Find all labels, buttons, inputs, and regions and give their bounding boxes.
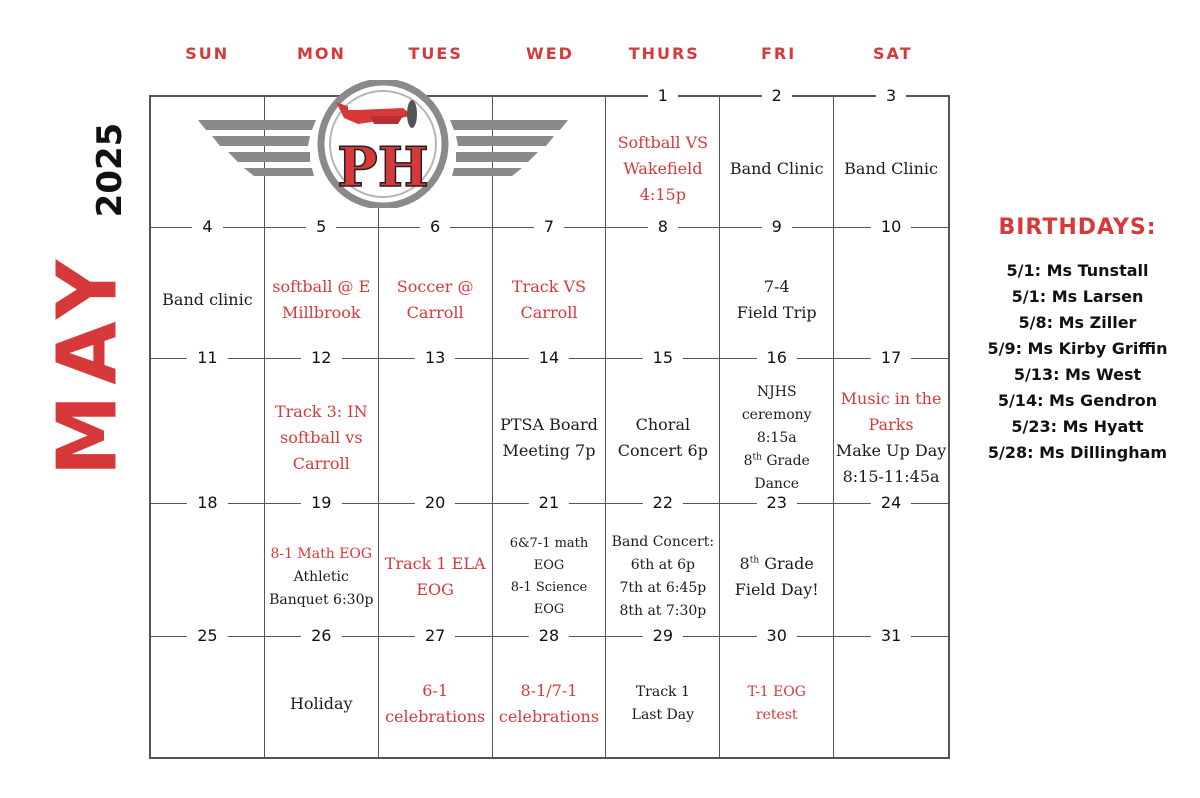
event-text: NJHS bbox=[756, 383, 797, 400]
event-line bbox=[280, 425, 363, 451]
day-cell-17 bbox=[834, 348, 948, 504]
day-cell-11 bbox=[151, 348, 265, 504]
event-text: Track 3: IN bbox=[274, 402, 368, 421]
event-line bbox=[764, 274, 790, 300]
event-text: Concert 6p bbox=[617, 441, 708, 460]
event-line bbox=[385, 704, 485, 730]
event-line bbox=[618, 130, 709, 156]
event-text: Banquet 6:30p bbox=[269, 591, 374, 608]
day-number: 14 bbox=[529, 349, 569, 367]
event-line bbox=[270, 543, 372, 566]
event-text: 8-1 Math EOG bbox=[270, 545, 373, 562]
month-title: MAY bbox=[40, 249, 136, 477]
weekday-sun: SUN bbox=[185, 44, 230, 63]
day-events bbox=[834, 377, 948, 499]
event-line bbox=[618, 438, 708, 464]
day-cell-21 bbox=[493, 493, 607, 637]
day-cell-30 bbox=[720, 626, 834, 757]
day-number: 30 bbox=[757, 627, 797, 645]
day-number: 6 bbox=[420, 218, 450, 236]
event-text: EOG bbox=[416, 580, 454, 599]
weekday-mon: MON bbox=[296, 44, 346, 63]
day-cell-31 bbox=[834, 626, 948, 757]
event-line bbox=[619, 577, 706, 600]
event-text: Field Day! bbox=[734, 580, 819, 599]
day-cell-13 bbox=[379, 348, 493, 504]
day-number: 12 bbox=[301, 349, 341, 367]
day-number: 18 bbox=[187, 494, 227, 512]
event-line bbox=[407, 300, 464, 326]
event-line bbox=[841, 386, 942, 412]
day-cell-5 bbox=[265, 217, 379, 359]
event-line bbox=[521, 678, 578, 704]
day-number: 25 bbox=[187, 627, 227, 645]
day-events bbox=[720, 246, 833, 354]
day-cell-10 bbox=[834, 217, 948, 359]
event-text: 8:15a bbox=[756, 429, 797, 446]
event-text: Make Up Day bbox=[835, 441, 947, 460]
day-events bbox=[493, 377, 606, 499]
event-text: Soccer @ bbox=[396, 277, 474, 296]
day-number: 27 bbox=[415, 627, 455, 645]
event-text: Dance bbox=[754, 475, 800, 492]
event-text: 7-4 bbox=[763, 277, 790, 296]
day-number: 19 bbox=[301, 494, 341, 512]
event-text-rest: Grade bbox=[759, 554, 814, 573]
event-line bbox=[742, 404, 812, 427]
day-events bbox=[493, 522, 606, 632]
birthdays-title: BIRTHDAYS: bbox=[998, 215, 1157, 240]
day-cell-20 bbox=[379, 493, 493, 637]
event-text: Music in the bbox=[840, 389, 942, 408]
event-text: Millbrook bbox=[281, 303, 361, 322]
event-text: Carroll bbox=[520, 303, 578, 322]
event-text: 8 bbox=[739, 554, 750, 573]
event-line bbox=[836, 438, 946, 464]
event-line bbox=[730, 156, 824, 182]
day-number: 10 bbox=[871, 218, 911, 236]
day-cell-1 bbox=[606, 86, 720, 228]
event-line bbox=[500, 412, 598, 438]
day-events bbox=[720, 115, 833, 223]
event-line bbox=[293, 451, 350, 477]
logo-wings-right bbox=[450, 120, 568, 176]
day-number: 31 bbox=[871, 627, 911, 645]
event-line bbox=[843, 464, 940, 490]
event-text: celebrations bbox=[385, 707, 486, 726]
day-events bbox=[265, 377, 378, 499]
event-text: EOG bbox=[533, 558, 565, 573]
day-number: 21 bbox=[529, 494, 569, 512]
day-number: 17 bbox=[871, 349, 911, 367]
day-number: 8 bbox=[648, 218, 678, 236]
event-text: Carroll bbox=[406, 303, 464, 322]
event-text: Band Clinic bbox=[844, 159, 938, 178]
event-line bbox=[416, 577, 454, 603]
day-cell-29 bbox=[606, 626, 720, 757]
weekday-sat: SAT bbox=[873, 44, 913, 63]
day-cell-27 bbox=[379, 626, 493, 757]
event-text: 8-1 Science bbox=[510, 580, 588, 595]
event-line bbox=[290, 691, 353, 717]
day-cell-4 bbox=[151, 217, 265, 359]
event-superscript: th bbox=[749, 555, 760, 566]
event-text: 7th at 6:45p bbox=[619, 580, 707, 596]
logo-text: PH bbox=[337, 135, 429, 199]
event-line bbox=[636, 681, 690, 704]
event-text-rest: Grade bbox=[761, 452, 810, 469]
event-text: PTSA Board bbox=[500, 415, 598, 434]
event-text: Parks bbox=[868, 415, 914, 434]
day-number: 22 bbox=[643, 494, 683, 512]
day-number: 28 bbox=[529, 627, 569, 645]
birthday-item: 5/23: Ms Hyatt bbox=[1011, 417, 1144, 436]
event-line bbox=[735, 577, 819, 603]
day-events bbox=[720, 522, 833, 632]
day-events bbox=[720, 377, 833, 499]
day-number: 2 bbox=[762, 87, 792, 105]
event-text: 8-1/7-1 bbox=[520, 681, 578, 700]
day-cell-22 bbox=[606, 493, 720, 637]
day-cell-3 bbox=[834, 86, 948, 228]
event-line bbox=[619, 600, 706, 623]
event-text: Track 1 bbox=[635, 684, 690, 700]
day-events bbox=[151, 246, 264, 354]
event-text: softball vs bbox=[280, 428, 363, 447]
weekday-thu: THURS bbox=[628, 44, 700, 63]
birthday-item: 5/13: Ms West bbox=[1013, 365, 1142, 384]
event-text: Meeting 7p bbox=[502, 441, 596, 460]
day-cell-24 bbox=[834, 493, 948, 637]
day-cell-7 bbox=[493, 217, 607, 359]
event-text: 4:15p bbox=[639, 185, 686, 204]
day-number: 15 bbox=[643, 349, 683, 367]
day-events bbox=[379, 655, 492, 753]
event-line bbox=[756, 704, 798, 727]
birthday-item: 5/9: Ms Kirby Griffin bbox=[987, 339, 1168, 358]
event-line bbox=[737, 300, 817, 326]
event-text: Field Trip bbox=[736, 303, 817, 322]
day-cell-9 bbox=[720, 217, 834, 359]
event-text: EOG bbox=[533, 602, 565, 617]
day-cell-18 bbox=[151, 493, 265, 637]
birthday-item: 5/8: Ms Ziller bbox=[1018, 313, 1137, 332]
day-events bbox=[606, 522, 719, 632]
event-text: 8th at 7:30p bbox=[619, 603, 707, 619]
event-line bbox=[534, 599, 565, 621]
event-text: Choral bbox=[635, 415, 691, 434]
event-line bbox=[397, 274, 474, 300]
event-text: 6&7-1 math bbox=[509, 536, 589, 551]
day-cell-16 bbox=[720, 348, 834, 504]
event-line bbox=[294, 566, 349, 589]
event-text: Wakefield bbox=[623, 159, 703, 178]
event-text: Athletic bbox=[293, 568, 349, 585]
event-line bbox=[623, 156, 702, 182]
day-cell-23 bbox=[720, 493, 834, 637]
day-cell-14 bbox=[493, 348, 607, 504]
day-cell-2 bbox=[720, 86, 834, 228]
day-events bbox=[493, 246, 606, 354]
event-line bbox=[512, 274, 586, 300]
day-number: 24 bbox=[871, 494, 911, 512]
day-events bbox=[834, 115, 948, 223]
birthday-item: 5/1: Ms Tunstall bbox=[1006, 261, 1149, 280]
event-line bbox=[636, 412, 690, 438]
day-number: 7 bbox=[534, 218, 564, 236]
day-events bbox=[265, 246, 378, 354]
day-number: 16 bbox=[757, 349, 797, 367]
day-events bbox=[606, 377, 719, 499]
day-number: 13 bbox=[415, 349, 455, 367]
event-line bbox=[521, 300, 578, 326]
event-text: T-1 EOG bbox=[747, 684, 806, 700]
weekday-tue: TUES bbox=[408, 44, 463, 63]
day-events bbox=[493, 655, 606, 753]
day-cell-26 bbox=[265, 626, 379, 757]
day-cell-15 bbox=[606, 348, 720, 504]
day-cell-19 bbox=[265, 493, 379, 637]
event-text: Band clinic bbox=[162, 290, 253, 309]
birthday-item: 5/14: Ms Gendron bbox=[997, 391, 1158, 410]
event-text: Holiday bbox=[289, 694, 353, 713]
event-text: Track 1 ELA bbox=[384, 554, 486, 573]
weekday-wed: WED bbox=[526, 44, 574, 63]
event-text: Carroll bbox=[292, 454, 350, 473]
event-line bbox=[510, 533, 589, 555]
logo-wings-left bbox=[198, 120, 316, 176]
event-line bbox=[747, 681, 806, 704]
event-line bbox=[503, 438, 596, 464]
weekday-fri: FRI bbox=[760, 44, 797, 63]
event-text: 8 bbox=[743, 452, 753, 469]
event-text: softball @ E bbox=[272, 277, 371, 296]
day-events bbox=[606, 115, 719, 223]
day-number: 3 bbox=[876, 87, 906, 105]
day-number: 4 bbox=[192, 218, 222, 236]
event-line bbox=[631, 554, 695, 577]
day-cell-28 bbox=[493, 626, 607, 757]
event-line bbox=[511, 577, 587, 599]
event-text: Band Clinic bbox=[729, 159, 824, 178]
event-line bbox=[534, 555, 565, 577]
day-cell-12 bbox=[265, 348, 379, 504]
event-line bbox=[632, 704, 694, 727]
event-line bbox=[757, 381, 797, 404]
day-number: 23 bbox=[757, 494, 797, 512]
event-line bbox=[844, 156, 938, 182]
event-text: celebrations bbox=[498, 707, 600, 726]
birthdays-panel bbox=[965, 215, 1190, 466]
day-number: 5 bbox=[306, 218, 336, 236]
day-events bbox=[265, 655, 378, 753]
event-text: retest bbox=[755, 707, 798, 723]
day-events bbox=[379, 522, 492, 632]
year-label: 2025 bbox=[90, 122, 130, 218]
day-number: 26 bbox=[301, 627, 341, 645]
day-events bbox=[606, 655, 719, 753]
event-superscript: th bbox=[752, 451, 762, 462]
event-line bbox=[272, 274, 370, 300]
day-events bbox=[265, 522, 378, 632]
event-line bbox=[612, 531, 714, 554]
day-cell-25 bbox=[151, 626, 265, 757]
event-line bbox=[275, 399, 368, 425]
day-cell-8 bbox=[606, 217, 720, 359]
school-logo bbox=[198, 80, 568, 208]
event-line bbox=[499, 704, 599, 730]
day-number: 1 bbox=[648, 87, 678, 105]
event-text: Band Concert: bbox=[611, 534, 715, 550]
event-line bbox=[757, 427, 797, 450]
event-line bbox=[422, 678, 448, 704]
event-text: Track VS bbox=[511, 277, 587, 296]
day-cell-6 bbox=[379, 217, 493, 359]
day-number: 20 bbox=[415, 494, 455, 512]
event-line bbox=[868, 412, 913, 438]
event-line bbox=[740, 551, 814, 577]
day-events bbox=[720, 655, 833, 753]
day-events bbox=[379, 246, 492, 354]
event-text: 6-1 bbox=[422, 681, 449, 700]
event-line bbox=[385, 551, 486, 577]
event-line bbox=[162, 287, 253, 313]
event-text: ceremony bbox=[741, 406, 812, 423]
day-number: 11 bbox=[187, 349, 227, 367]
event-text: 8:15-11:45a bbox=[842, 467, 940, 486]
event-line bbox=[269, 589, 373, 612]
birthday-item: 5/28: Ms Dillingham bbox=[987, 443, 1168, 462]
day-number: 29 bbox=[643, 627, 683, 645]
event-line bbox=[282, 300, 361, 326]
birthday-item: 5/1: Ms Larsen bbox=[1011, 287, 1144, 306]
event-text: 6th at 6p bbox=[630, 557, 695, 573]
day-number: 9 bbox=[762, 218, 792, 236]
event-text: Softball VS bbox=[617, 133, 709, 152]
event-line bbox=[744, 450, 810, 473]
event-text: Last Day bbox=[631, 707, 695, 723]
event-line bbox=[640, 182, 686, 208]
weekday-header bbox=[150, 44, 950, 66]
